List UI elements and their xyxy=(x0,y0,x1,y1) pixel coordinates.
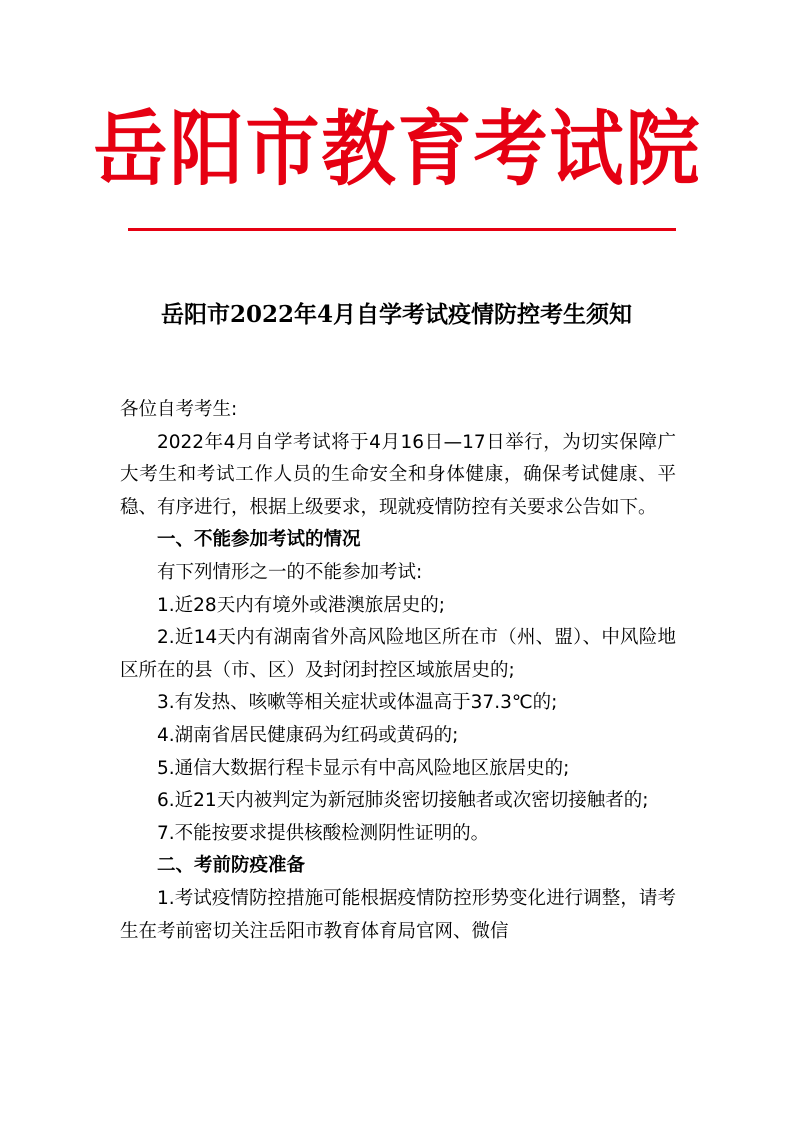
salutation: 各位自考考生: xyxy=(120,399,238,420)
section-2-heading: 二、考前防疫准备 xyxy=(157,855,306,877)
intro-paragraph: 2022年4月自学考试将于4月16日—17日举行，为切实保障广大考生和考试工作人员的生命安全和身体健康，确保考试健康、平稳、有序进行，根据上级要求，现就疫情防控有关要求公告如下。 xyxy=(120,431,676,518)
red-divider-line xyxy=(128,228,676,231)
section-1-item: 7.不能按要求提供核酸检测阴性证明的。 xyxy=(157,822,490,844)
section-1-item: 4.湖南省居民健康码为红码或黄码的; xyxy=(157,724,459,746)
section-1-item: 5.通信大数据行程卡显示有中高风险地区旅居史的; xyxy=(157,757,570,779)
section-1-item: 2.近14天内有湖南省外高风险地区所在市（州、盟）、中风险地区所在的县（市、区）及封闭封控区域旅居史的; xyxy=(120,627,676,681)
section-1-item: 6.近21天内被判定为新冠肺炎密切接触者或次密切接触者的; xyxy=(157,790,649,812)
document-body xyxy=(120,394,676,948)
section-2-item: 1.考试疫情防控措施可能根据疫情防控形势变化进行调整，请考生在考前密切关注岳阳市教育体育局官网、微信 xyxy=(120,887,676,942)
section-1-heading: 一、不能参加考试的情况 xyxy=(157,529,361,551)
document-title: 岳阳市2022年4月自学考试疫情防控考生须知 xyxy=(160,301,633,328)
masthead-title: 岳阳市教育考试院 xyxy=(93,102,702,197)
section-1-item: 1.近28天内有境外或港澳旅居史的; xyxy=(157,594,445,616)
section-1-item: 3.有发热、咳嗽等相关症状或体温高于37.3℃的; xyxy=(157,692,558,714)
section-1-lead: 有下列情形之一的不能参加考试: xyxy=(157,561,423,583)
